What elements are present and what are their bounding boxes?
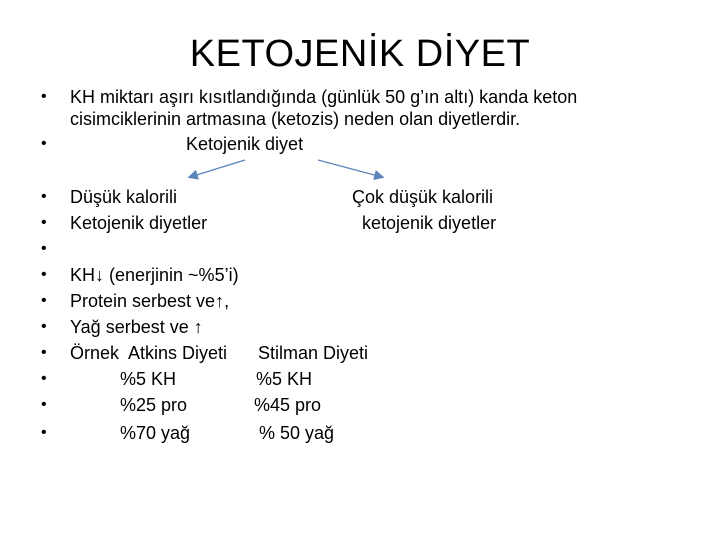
bullet: • [41,292,47,309]
feature-fat: Yağ serbest ve ↑ [70,317,203,337]
bullet: • [41,135,47,152]
stilman-fat: % 50 yağ [259,423,335,443]
bullet: • [41,318,47,335]
bullet: • [41,344,47,361]
bullet: • [41,188,47,205]
diet-stilman: Stilman Diyeti [258,343,369,363]
arrow-left [190,160,245,177]
bullet: • [41,88,47,105]
bullet: • [41,370,47,387]
bullet: • [41,214,47,231]
arrow-right [318,160,382,177]
ketojenik-diyet-label: Ketojenik diyet [186,134,304,154]
left-branch-line-1: Düşük kalorili [70,187,178,207]
feature-carb: KH↓ (enerjinin ~%5’i) [70,265,239,285]
feature-protein: Protein serbest ve↑, [70,291,230,311]
examples-prefix: Örnek [70,343,120,363]
stilman-protein: %45 pro [254,395,322,415]
atkins-protein: %25 pro [120,395,188,415]
right-branch-line-2: ketojenik diyetler [362,213,497,233]
atkins-fat: %70 yağ [120,423,191,443]
bullet: • [41,266,47,283]
intro-line-1: KH miktarı aşırı kısıtlandığında (günlük 50 g’ın altı) kanda keton [70,87,578,107]
left-branch-line-2: Ketojenik diyetler [70,213,208,233]
atkins-carb: %5 KH [120,369,177,389]
stilman-carb: %5 KH [256,369,313,389]
diet-atkins: Atkins Diyeti [128,343,228,363]
slide-title: KETOJENİK DİYET [189,33,531,75]
bullet: • [41,240,47,257]
bullet: • [41,396,47,413]
right-branch-line-1: Çok düşük kalorili [352,187,494,207]
bullet: • [41,424,47,441]
intro-line-2: cisimciklerinin artmasına (ketozis) neden olan diyetlerdir. [70,109,521,129]
